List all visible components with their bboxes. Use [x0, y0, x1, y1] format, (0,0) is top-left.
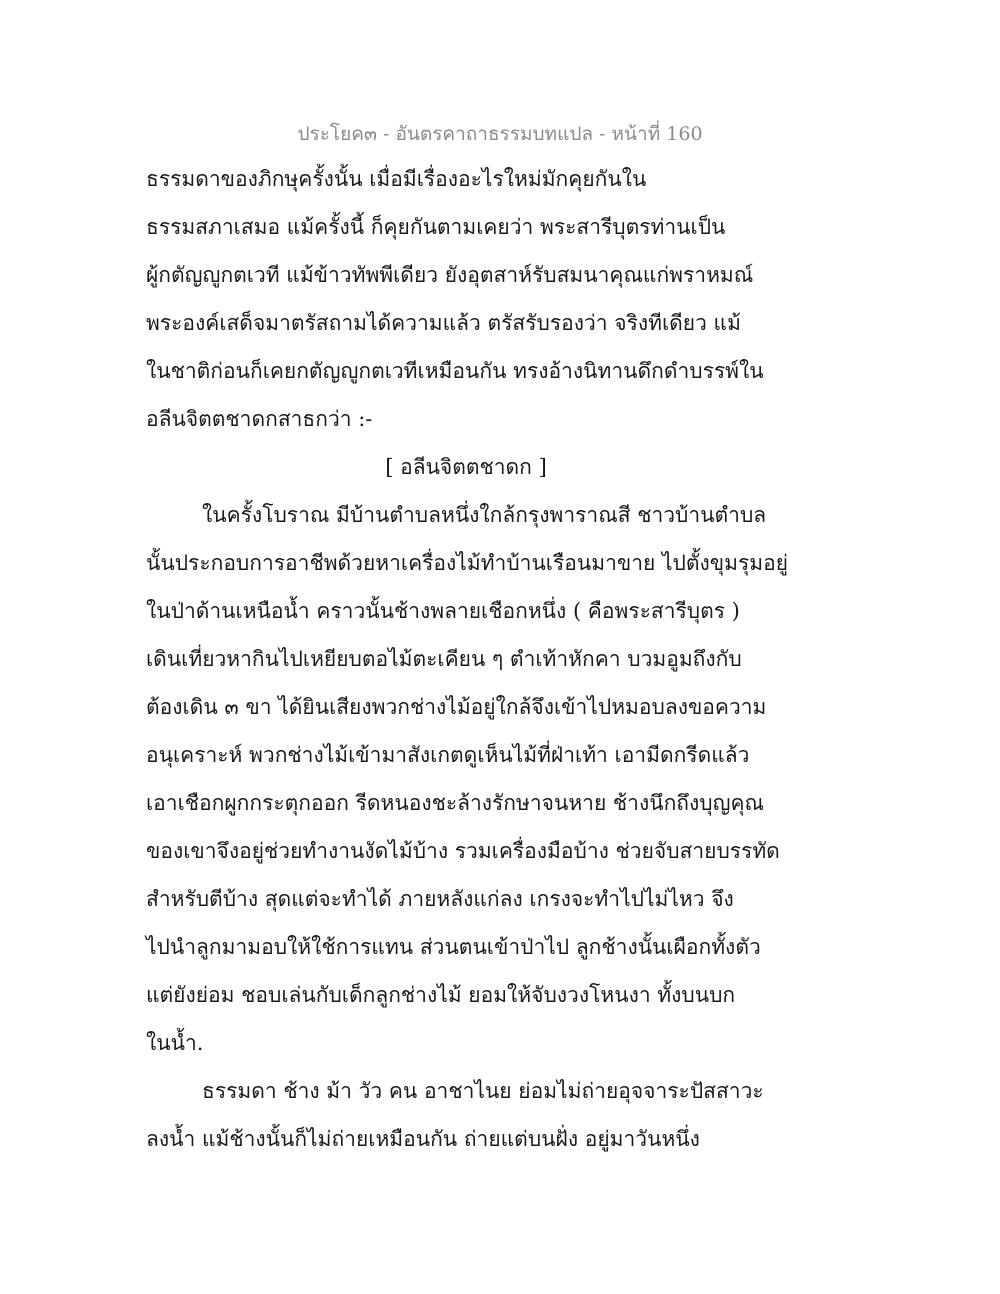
paragraph-start-line: ในครั้งโบราณ มีบ้านตำบลหนึ่งใกล้กรุงพาราณสี ชาวบ้านตำบล — [202, 503, 767, 527]
text-line: อนุเคราะห์ พวกช่างไม้เข้ามาสังเกตดูเห็นไม้ที่ฝ่าเท้า เอามีดกรีดแล้ว — [146, 743, 750, 767]
text-line: ลงน้ำ แม้ช้างนั้นก็ไม่ถ่ายเหมือนกัน ถ่ายแต่บนฝั่ง อยู่มาวันหนึ่ง — [146, 1127, 700, 1151]
text-line: เอาเชือกผูกกระตุกออก รีดหนองชะล้างรักษาจนหาย ช้างนึกถึงบุญคุณ — [146, 791, 765, 815]
page-header — [0, 119, 1000, 149]
text-line: ธรรมดาของภิกษุครั้งนั้น เมื่อมีเรื่องอะไรใหม่มักคุยกันใน — [146, 167, 647, 191]
page-header-text: ประโยค๓ - อันตรคาถาธรรมบทแปล - หน้าที่ 160 — [297, 123, 703, 145]
paragraph-start-line: ธรรมดา ช้าง ม้า วัว คน อาชาไนย ย่อมไม่ถ่ายอุจจาระปัสสาวะ — [202, 1079, 764, 1103]
text-line: ธรรมสภาเสมอ แม้ครั้งนี้ ก็คุยกันตามเคยว่า พระสารีบุตรท่านเป็น — [146, 215, 726, 239]
text-line: พระองค์เสด็จมาตรัสถามได้ความแล้ว ตรัสรับรองว่า จริงทีเดียว แม้ — [146, 311, 741, 335]
text-line: แต่ยังย่อม ชอบเล่นกับเด็กลูกช่างไม้ ยอมให้จับงวงโหนงา ทั้งบนบก — [146, 983, 736, 1007]
text-line: อลีนจิตตชาดกสาธกว่า :- — [146, 407, 373, 431]
text-line: เดินเที่ยวหากินไปเหยียบตอไม้ตะเคียน ๆ ตำเท้าหักคา บวมอูมถึงกับ — [146, 647, 742, 671]
text-line: ในชาติก่อนก็เคยกตัญญูกตเวทีเหมือนกัน ทรงอ้างนิทานดึกดำบรรพ์ใน — [146, 359, 764, 383]
text-line: สำหรับตีบ้าง สุดแต่จะทำได้ ภายหลังแก่ลง เกรงจะทำไปไม่ไหว จึง — [146, 887, 734, 911]
text-line: ในป่าด้านเหนือน้ำ คราวนั้นช้างพลายเชือกหนึ่ง ( คือพระสารีบุตร ) — [146, 599, 740, 623]
text-line: ต้องเดิน ๓ ขา ได้ยินเสียงพวกช่างไม้อยู่ใกล้จึงเข้าไปหมอบลงขอความ — [146, 695, 767, 719]
text-line: ของเขาจึงอยู่ช่วยทำงานงัดไม้บ้าง รวมเครื่องมือบ้าง ช่วยจับสายบรรทัด — [146, 839, 780, 863]
document-body — [146, 159, 789, 1167]
text-line: นั้นประกอบการอาชีพด้วยหาเครื่องไม้ทำบ้านเรือนมาขาย ไปตั้งขุมรุมอยู่ — [146, 551, 789, 575]
section-title: [ อลีนจิตตชาดก ] — [385, 455, 547, 479]
text-line: ไปนำลูกมามอบให้ใช้การแทน ส่วนตนเข้าป่าไป ลูกช้างนั้นเผือกทั้งตัว — [146, 935, 761, 959]
text-line: ในน้ำ. — [146, 1031, 204, 1055]
text-line: ผู้กตัญญูกตเวที แม้ข้าวทัพพีเดียว ยังอุตสาห์รับสมนาคุณแก่พราหมณ์ — [146, 263, 754, 287]
